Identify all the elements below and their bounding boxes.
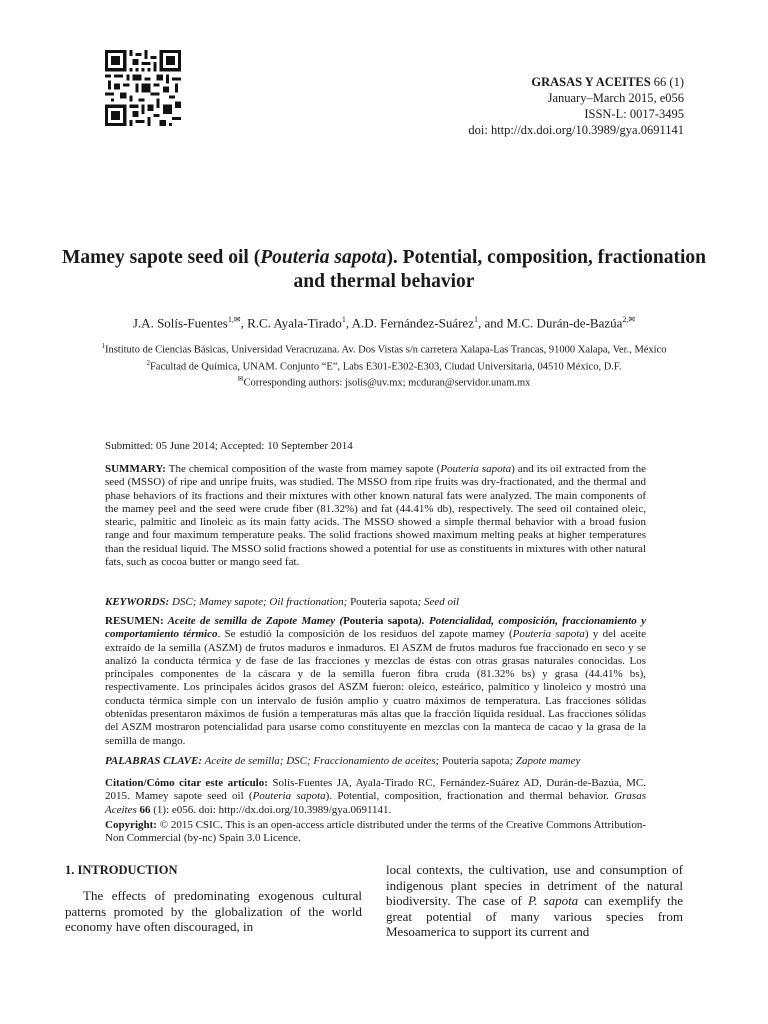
journal-date: January–March 2015, e056 <box>547 91 684 105</box>
journal-name: GRASAS Y ACEITES <box>531 75 651 89</box>
keywords: KEYWORDS: DSC; Mamey sapote; Oil fractionation; Pouteria sapota; Seed oil <box>105 596 460 608</box>
author-list: J.A. Solís-Fuentes$^{1,✉}$, R.C. Ayala-Tirado$^1$, A.D. Fernández-Suárez$^1$, and M.C. Durán-de-Bazúa$^{2,✉}$ <box>132 315 636 331</box>
journal-info <box>468 74 684 138</box>
resumen-abstract: RESUMEN: Aceite de semilla de Zapote Mamey (Pouteria sapota). Potencialidad, composición, fraccionamiento y comportamiento térmico. Se estudió la composición de los residuos del zapote mamey (Pouteria sapota) y del aceite extraído de la semilla (ASZM) de frutos maduros e inmaduros. El ASZM de frutos maduros fue fraccionado en seco y se analizó la conducta térmica y de fase de las fracciones y mezclas de éstas con otras grasas naturales conocidas. Los principales componentes de la cáscara y de la semilla fueron fibra cruda (81.32% bs) y grasa (44.41% bs), respectivamente. Los principales ácidos grasos del ASZM fueron: oleico, esteárico, palmítico y linoleico y mostró una conducta térmica simple con un intervalo de fusión amplio y cuatro máximos de temperatura. Las fracciones sólidas obtenidas presentaron máximos de fusión a temperaturas más altas que la fracción líquida residual. Las fracciones sólidas del ASZM mostraron potencialidad para usarse como constituyente en mezclas con la manteca de cacao y la grasa de la semilla de mango. <box>105 615 646 747</box>
affiliations: $^1$Instituto de Ciencias Básicas, Universidad Veracruzana. Av. Dos Vistas s/n carretera Xalapa-Las Trancas, 91000 Xalapa, Ver., México $^2$Facultad de Química, UNAM. Conjunto “E”, Labs E301-E302-E303, Ciudad Universitaria, 04510 México, D.F. ✉Corresponding authors: jsolis@uv.mx; mcduran@servidor.unam.mx <box>101 342 667 389</box>
citation: Citation/Cómo citar este artículo: Solís-Fuentes JA, Ayala-Tirado RC, Fernández-Suárez AD, Durán-de-Bazúa, MC. 2015. Mamey sapote seed oil (Pouteria sapota). Potential, composition, fractionation and thermal behavior. Grasas Aceites 66 (1): e056. doi: http://dx.doi.org/10.3989/gya.0691141. <box>105 777 646 816</box>
qr-code <box>105 50 181 126</box>
title-species: Pouteria sapota <box>260 247 387 268</box>
corresponding-authors: Corresponding authors: jsolis@uv.mx; mcduran@servidor.unam.mx <box>243 377 531 389</box>
submission-dates: Submitted: 05 June 2014; Accepted: 10 September 2014 <box>105 440 353 452</box>
palabras-clave: PALABRAS CLAVE: Aceite de semilla; DSC; Fraccionamiento de aceites; Pouteria sapota; Zapote mamey <box>105 755 581 767</box>
summary-abstract: SUMMARY: The chemical composition of the waste from mamey sapote (Pouteria sapota) and its oil extracted from the seed (MSSO) of ripe and unripe fruits, was studied. The MSSO from ripe fruits was dry-fractionated, and the thermal and phase behaviors of its fractions and their mixtures with other known natural fats were analyzed. The main components of the mamey peel and the seed were crude fiber (81.32%) and fat (44.41% db), respectively. The seed oil contained oleic, stearic, palmitic and linoleic as its main fatty acids. The MSSO showed a simple thermal behavior with a broad fusion range and four maximum temperature peaks. The solid fractions showed maximum melting peaks at higher temperatures than the residual liquid. The MSSO solid fractions showed a potential for use as constituents in mixtures with other natural fats, such as cocoa butter or mango seed fat. <box>105 463 646 569</box>
paper-title: Mamey sapote seed oil (Pouteria sapota). Potential, composition, fractionation and thermal behavior <box>62 247 706 292</box>
copyright: Copyright: © 2015 CSIC. This is an open-access article distributed under the terms of the Creative Commons Attribution-Non Commercial (by-nc) Spain 3.0 Licence. <box>105 819 646 845</box>
author-1: J.A. Solís-Fuentes <box>132 315 228 331</box>
author-2: R.C. Ayala-Tirado <box>247 315 342 331</box>
affiliation-2: Facultad de Química, UNAM. Conjunto “E”, Labs E301-E302-E303, Ciudad Universitaria, 04510 México, D.F. <box>149 361 622 372</box>
section-heading: 1. INTRODUCTION <box>65 863 178 877</box>
author-4: M.C. Durán-de-Bazúa <box>506 315 623 331</box>
intro-column-1: The effects of predominating exogenous cultural patterns promoted by the globalization of the world economy have often discouraged, in <box>65 888 362 934</box>
affiliation-1: Instituto de Ciencias Básicas, Universidad Veracruzana. Av. Dos Vistas s/n carretera Xalapa-Las Trancas, 91000 Xalapa, Ver., México <box>104 344 667 356</box>
intro-column-2: local contexts, the cultivation, use and consumption of indigenous plant species in detriment of the natural biodiversity. The case of P. sapota can exemplify the great potential of many various species from Mesoamerica to support its current and <box>386 862 683 939</box>
journal-volume: 66 (1) <box>653 75 684 89</box>
author-3: A.D. Fernández-Suárez <box>351 315 474 331</box>
journal-issn: ISSN-L: 0017-3495 <box>584 107 684 121</box>
journal-doi: doi: http://dx.doi.org/10.3989/gya.0691141 <box>468 123 684 137</box>
